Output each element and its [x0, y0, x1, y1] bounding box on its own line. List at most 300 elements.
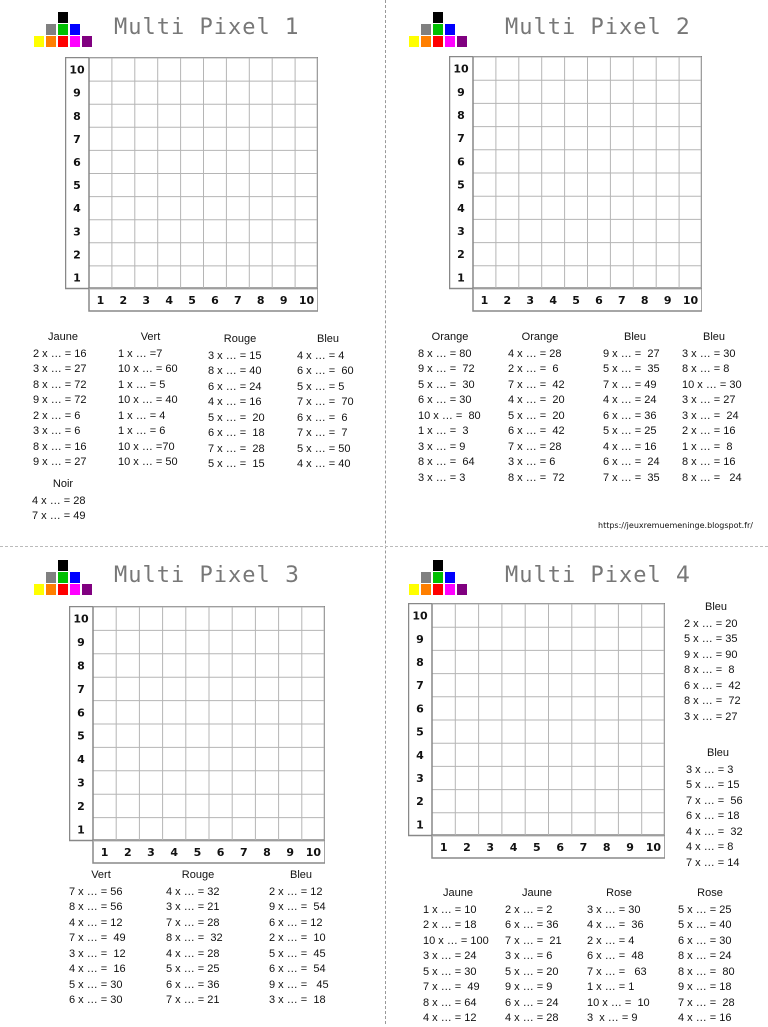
title-number: 2: [675, 15, 691, 40]
x-axis-number: 9: [279, 294, 288, 307]
multiplication-clue: 3 x … = 3: [418, 471, 466, 484]
multiplication-clue: 2 x … = 18: [423, 919, 477, 931]
multiplication-clue: 4 x … = 28: [166, 947, 220, 960]
logo-pixel: [82, 36, 92, 47]
multiplication-clue: 6 x … = 6: [297, 411, 348, 424]
x-axis-number: 6: [595, 294, 603, 307]
x-axis-number: 4: [165, 294, 173, 307]
list-heading: Jaune: [443, 887, 473, 899]
multiplication-clue: 7 x … = 28: [678, 996, 735, 1009]
multiplication-clue: 7 x … = 49: [423, 981, 480, 993]
list-heading: Rose: [697, 887, 723, 899]
multiplication-clue: 4 x … = 8: [686, 841, 734, 853]
logo-pixel: [58, 572, 68, 583]
y-axis-number: 3: [73, 225, 81, 239]
x-axis-number: 9: [663, 294, 672, 307]
multiplication-clue: 10 x … = 30: [682, 378, 742, 391]
multiplication-clue: 6 x … = 24: [208, 380, 262, 393]
multiplication-clue: 8 x … = 24: [682, 471, 742, 484]
multiplication-clue: 3 x … = 27: [33, 363, 87, 375]
y-axis-number: 4: [73, 202, 81, 216]
panel-title: [505, 15, 691, 40]
y-axis-number: 5: [73, 179, 81, 193]
y-axis-number: 2: [77, 799, 85, 813]
multiplication-clue: 5 x … = 20: [208, 411, 265, 424]
pixel-grid: [408, 603, 665, 859]
pixel-logo-icon: [34, 560, 94, 596]
multiplication-clue: 3 x … = 6: [505, 950, 553, 962]
multiplication-clue: 3 x … = 30: [587, 903, 641, 916]
multiplication-clue: 2 x … = 6: [33, 409, 81, 422]
multiplication-clue: 7 x … = 14: [686, 856, 740, 869]
logo-pixel: [46, 36, 56, 47]
multiplication-clue: 6 x … = 24: [603, 456, 660, 468]
multiplication-clue: 3 x … = 27: [682, 394, 736, 406]
multiplication-clue: 10 x … = 60: [118, 363, 178, 375]
multiplication-clue: 8 x … = 64: [423, 996, 477, 1009]
x-axis-number: 5: [193, 846, 202, 859]
list-heading: Bleu: [289, 869, 313, 881]
multiplication-clue: 2 x … = 2: [505, 903, 553, 916]
multiplication-clue: 6 x … = 36: [166, 978, 220, 991]
multiplication-clue: 6 x … = 18: [208, 427, 265, 439]
pixel-grid: [65, 57, 318, 312]
pixel-logo-icon: [409, 12, 469, 48]
multiplication-clue: 8 x … = 72: [33, 378, 87, 391]
logo-pixel: [58, 560, 68, 571]
logo-pixel: [46, 24, 56, 35]
y-axis-number: 3: [457, 225, 465, 238]
logo-pixel: [421, 584, 431, 595]
logo-pixel: [34, 584, 44, 595]
multiplication-clue: 7 x … = 49: [32, 510, 86, 522]
logo-pixel: [82, 584, 92, 595]
panel-title: [505, 563, 691, 588]
multiplication-clue: 3 x … = 18: [269, 994, 326, 1006]
multiplication-clue: 4 x … = 24: [603, 394, 657, 406]
y-axis-number: 7: [77, 682, 85, 696]
multiplication-clue: 7 x … = 28: [208, 442, 265, 455]
multiplication-clue: 3 x … = 15: [208, 349, 262, 362]
logo-pixel: [433, 572, 443, 583]
list-heading: Rose: [606, 887, 632, 899]
y-axis-number: 6: [73, 155, 81, 169]
multiplication-clue: 5 x … = 25: [603, 425, 657, 437]
y-axis-number: 6: [416, 702, 424, 716]
multiplication-clue: 9 x … = 72: [418, 363, 475, 375]
x-axis-number: 2: [123, 846, 132, 859]
color-list-rose: [678, 886, 742, 1027]
x-axis-number: 10: [682, 294, 699, 307]
y-axis-number: 6: [77, 706, 85, 720]
multiplication-clue: 2 x … = 6: [508, 363, 559, 375]
y-axis-number: 9: [73, 86, 81, 100]
pixel-grid: [449, 56, 702, 312]
x-axis-number: 6: [556, 841, 564, 854]
multiplication-clue: 9 x … = 27: [603, 347, 660, 360]
multiplication-clue: 7 x … = 63: [587, 965, 647, 978]
multiplication-clue: 8 x … = 8: [682, 363, 730, 375]
logo-pixel: [433, 24, 443, 35]
multiplication-clue: 1 x … = 10: [423, 903, 477, 916]
color-list-bleu: [603, 330, 667, 486]
multiplication-clue: 10 x … = 80: [418, 409, 481, 422]
multiplication-clue: 7 x … = 56: [69, 885, 123, 898]
logo-pixel: [433, 584, 443, 595]
multiplication-clue: 3 x … = 3: [686, 763, 734, 776]
x-axis-number: 1: [100, 846, 109, 859]
multiplication-clue: 3 x … = 30: [682, 347, 736, 360]
multiplication-clue: 5 x … = 5: [297, 380, 345, 393]
color-list-rouge: [208, 332, 272, 473]
multiplication-clue: 7 x … = 70: [297, 396, 354, 408]
multiplication-clue: 4 x … = 12: [423, 1012, 477, 1024]
multiplication-clue: 6 x … = 42: [684, 679, 741, 692]
multiplication-clue: 6 x … = 48: [587, 950, 644, 962]
multiplication-clue: 4 x … = 20: [508, 394, 565, 406]
logo-pixel: [457, 36, 467, 47]
logo-pixel: [58, 584, 68, 595]
x-axis-number: 10: [298, 294, 315, 307]
y-axis-number: 8: [457, 109, 465, 122]
color-list-rouge: [166, 868, 230, 1009]
logo-pixel: [70, 36, 80, 47]
y-axis-number: 2: [73, 248, 81, 262]
multiplication-clue: 5 x … = 30: [69, 978, 123, 991]
x-axis-number: 7: [618, 294, 626, 307]
y-axis-number: 7: [416, 679, 424, 693]
x-axis-number: 3: [526, 294, 535, 307]
logo-pixel: [433, 12, 443, 23]
x-axis-number: 2: [463, 841, 471, 854]
x-axis-number: 10: [305, 846, 322, 859]
multiplication-clue: 3 x … = 6: [508, 456, 556, 468]
multiplication-clue: 1 x … = 8: [682, 440, 733, 453]
multiplication-clue: 6 x … = 30: [69, 994, 123, 1006]
multiplication-clue: 7 x … = 35: [603, 471, 660, 484]
multiplication-clue: 4 x … = 32: [166, 885, 220, 898]
vertical-cut-line: [385, 0, 386, 1024]
multiplication-clue: 6 x … = 30: [678, 934, 732, 947]
x-axis-number: 2: [503, 294, 512, 307]
logo-pixel: [58, 24, 68, 35]
multiplication-clue: 1 x … = 4: [118, 409, 166, 422]
x-axis-number: 7: [579, 841, 588, 854]
y-axis-number: 10: [69, 63, 85, 77]
multiplication-clue: 4 x … = 16: [678, 1012, 732, 1024]
multiplication-clue: 4 x … = 12: [69, 916, 123, 929]
x-axis-number: 7: [239, 846, 248, 859]
multiplication-clue: 4 x … = 28: [32, 494, 86, 507]
logo-pixel: [445, 572, 455, 583]
multiplication-clue: 8 x … = 56: [69, 901, 123, 913]
pixel-grid: [69, 606, 325, 864]
multiplication-clue: 9 x … = 90: [684, 648, 738, 661]
y-axis-number: 5: [77, 729, 85, 743]
x-axis-number: 8: [256, 294, 265, 307]
x-axis-number: 4: [549, 294, 557, 307]
source-url: https://jeuxremuemeninge.blogspot.fr/: [598, 521, 753, 530]
multiplication-clue: 4 x … = 16: [69, 963, 126, 975]
multiplication-clue: 5 x … = 35: [603, 363, 660, 375]
logo-pixel: [445, 584, 455, 595]
list-heading: Jaune: [48, 331, 78, 343]
multiplication-clue: 7 x … = 56: [686, 794, 743, 807]
color-list-vert: [118, 330, 183, 471]
y-axis-number: 2: [416, 795, 424, 809]
multiplication-clue: 1 x … = 1: [587, 981, 635, 993]
multiplication-clue: 6 x … = 12: [269, 916, 323, 929]
x-axis-number: 8: [602, 841, 611, 854]
panel-title: [114, 15, 300, 40]
multiplication-clue: 5 x … = 25: [678, 903, 732, 916]
logo-pixel: [58, 36, 68, 47]
x-axis-number: 3: [486, 841, 495, 854]
multiplication-clue: 10 x … =70: [118, 440, 175, 453]
multiplication-clue: 5 x … = 20: [508, 409, 565, 422]
multiplication-clue: 10 x … = 50: [118, 456, 178, 468]
title-text: Multi Pixel: [114, 15, 271, 40]
y-axis-number: 7: [73, 132, 81, 146]
panel-title: [114, 563, 300, 588]
title-text: Multi Pixel: [505, 563, 662, 588]
y-axis-number: 10: [73, 612, 89, 626]
list-heading: Bleu: [623, 331, 647, 343]
multiplication-clue: 3 x … = 12: [69, 947, 126, 960]
title-number: 3: [284, 563, 300, 588]
multiplication-clue: 6 x … = 18: [686, 810, 740, 822]
multiplication-clue: 4 x … = 16: [603, 440, 657, 453]
multiplication-clue: 1 x … =7: [118, 347, 163, 360]
y-axis-number: 5: [457, 178, 465, 192]
multiplication-clue: 5 x … = 25: [166, 963, 220, 975]
multiplication-clue: 8 x … = 72: [508, 471, 565, 484]
color-list-bleu: [269, 868, 333, 1009]
multiplication-clue: 2 x … = 12: [269, 885, 323, 898]
multiplication-clue: 7 x … = 49: [603, 378, 657, 391]
multiplication-clue: 9 x … = 9: [505, 981, 553, 993]
multiplication-clue: 2 x … = 16: [682, 425, 736, 437]
logo-pixel: [46, 584, 56, 595]
multiplication-clue: 10 x … = 40: [118, 394, 178, 406]
y-axis-number: 9: [416, 632, 424, 646]
multiplication-clue: 5 x … = 15: [686, 779, 740, 791]
title-text: Multi Pixel: [505, 15, 662, 40]
horizontal-cut-line: [0, 546, 768, 547]
multiplication-clue: 6 x … = 54: [269, 963, 326, 975]
x-axis-number: 1: [96, 294, 105, 307]
y-axis-number: 4: [416, 748, 424, 762]
multiplication-clue: 5 x … = 20: [505, 965, 559, 978]
multiplication-clue: 3 x … = 6: [33, 425, 81, 437]
color-list-bleu: [686, 746, 750, 871]
y-axis-number: 1: [73, 271, 81, 285]
logo-pixel: [46, 572, 56, 583]
multiplication-clue: 7 x … = 7: [297, 427, 348, 439]
y-axis-number: 5: [416, 725, 424, 739]
multiplication-clue: 7 x … = 42: [508, 378, 565, 391]
list-heading: Orange: [521, 331, 559, 343]
multiplication-clue: 7 x … = 49: [69, 932, 126, 944]
logo-pixel: [421, 36, 431, 47]
logo-pixel: [433, 36, 443, 47]
multiplication-clue: 10 x … = 10: [587, 996, 650, 1009]
multiplication-clue: 9 x … = 18: [678, 981, 732, 993]
pixel-logo-icon: [34, 12, 94, 48]
color-list-bleu: [684, 600, 748, 725]
multiplication-clue: 8 x … = 40: [208, 365, 262, 377]
multiplication-clue: 1 x … = 5: [118, 378, 166, 391]
x-axis-number: 1: [480, 294, 489, 307]
list-heading: Vert: [140, 331, 161, 343]
x-axis-number: 9: [286, 846, 295, 859]
multiplication-clue: 5 x … = 45: [269, 947, 326, 960]
list-heading: Rouge: [223, 333, 257, 345]
y-axis-number: 8: [73, 109, 81, 123]
x-axis-number: 5: [533, 841, 541, 854]
multiplication-clue: 8 x … = 16: [33, 440, 87, 453]
multiplication-clue: 3 x … = 9: [587, 1012, 638, 1024]
logo-pixel: [421, 572, 431, 583]
logo-pixel: [70, 24, 80, 35]
y-axis-number: 9: [457, 85, 465, 99]
multiplication-clue: 9 x … = 72: [33, 394, 87, 406]
y-axis-number: 9: [77, 636, 85, 650]
multiplication-clue: 2 x … = 10: [269, 932, 326, 944]
title-number: 1: [284, 15, 300, 40]
multiplication-clue: 7 x … = 21: [166, 994, 220, 1006]
x-axis-number: 8: [263, 846, 271, 859]
multiplication-clue: 5 x … = 30: [423, 965, 477, 978]
multiplication-clue: 4 x … = 40: [297, 458, 351, 470]
list-heading: Noir: [52, 478, 74, 490]
title-text: Multi Pixel: [114, 563, 271, 588]
multiplication-clue: 3 x … = 21: [166, 901, 220, 913]
multiplication-clue: 3 x … = 9: [418, 440, 466, 453]
multiplication-clue: 4 x … = 36: [587, 919, 644, 931]
multiplication-clue: 8 x … = 8: [684, 664, 735, 676]
list-heading: Orange: [431, 331, 469, 343]
multiplication-clue: 2 x … = 16: [33, 347, 87, 360]
multiplication-clue: 6 x … = 36: [603, 409, 657, 422]
title-number: 4: [675, 563, 691, 588]
multiplication-clue: 7 x … = 28: [166, 916, 220, 929]
y-axis-number: 2: [457, 248, 465, 262]
multiplication-clue: 1 x … = 3: [418, 425, 469, 437]
color-list-jaune: [505, 886, 569, 1027]
x-axis-number: 6: [216, 846, 225, 859]
x-axis-number: 5: [572, 294, 580, 307]
logo-pixel: [433, 560, 443, 571]
y-axis-number: 6: [457, 155, 465, 169]
list-heading: Bleu: [704, 601, 728, 613]
y-axis-number: 4: [457, 201, 465, 215]
y-axis-number: 10: [412, 609, 428, 623]
multiplication-clue: 6 x … = 42: [508, 425, 565, 437]
y-axis-number: 3: [77, 776, 85, 790]
multiplication-clue: 4 x … = 28: [505, 1012, 559, 1024]
multiplication-clue: 9 x … = 45: [269, 978, 329, 991]
multiplication-clue: 6 x … = 30: [418, 394, 472, 406]
y-axis-number: 4: [77, 753, 85, 767]
x-axis-number: 3: [142, 294, 151, 307]
multiplication-clue: 6 x … = 36: [505, 919, 559, 931]
x-axis-number: 4: [509, 841, 518, 854]
logo-pixel: [445, 24, 455, 35]
multiplication-clue: 4 x … = 32: [686, 825, 743, 838]
y-axis-number: 1: [457, 271, 465, 285]
multiplication-clue: 7 x … = 28: [508, 440, 562, 453]
color-list-bleu: [297, 332, 359, 473]
list-heading: Rouge: [181, 869, 215, 881]
multiplication-clue: 2 x … = 4: [587, 934, 635, 947]
color-list-orange: [508, 330, 572, 486]
multiplication-clue: 5 x … = 30: [418, 378, 475, 391]
x-axis-number: 8: [640, 294, 649, 307]
logo-pixel: [58, 12, 68, 23]
multiplication-clue: 8 x … = 24: [678, 950, 732, 962]
multiplication-clue: 8 x … = 80: [678, 965, 735, 978]
color-list-vert: [69, 868, 133, 1009]
pixel-logo-icon: [409, 560, 469, 596]
x-axis-number: 9: [626, 841, 634, 854]
x-axis-number: 10: [645, 841, 662, 854]
multiplication-clue: 1 x … = 6: [118, 425, 166, 437]
multiplication-clue: 6 x … = 24: [505, 996, 559, 1009]
logo-pixel: [34, 36, 44, 47]
logo-pixel: [457, 584, 467, 595]
x-axis-number: 4: [170, 846, 179, 859]
logo-pixel: [70, 572, 80, 583]
y-axis-number: 1: [416, 818, 424, 832]
logo-pixel: [70, 584, 80, 595]
list-heading: Jaune: [522, 887, 552, 899]
x-axis-number: 2: [119, 294, 128, 307]
multiplication-clue: 8 x … = 32: [166, 932, 223, 944]
multiplication-clue: 3 x … = 24: [423, 950, 477, 962]
multiplication-clue: 3 x … = 24: [682, 409, 739, 422]
y-axis-number: 8: [416, 656, 424, 669]
logo-pixel: [409, 36, 419, 47]
list-heading: Bleu: [706, 747, 730, 759]
y-axis-number: 8: [77, 659, 85, 673]
multiplication-clue: 8 x … = 80: [418, 347, 472, 360]
multiplication-clue: 8 x … = 72: [684, 695, 741, 707]
multiplication-clue: 9 x … = 27: [33, 456, 87, 468]
x-axis-number: 6: [211, 294, 219, 307]
multiplication-clue: 7 x … = 21: [505, 934, 562, 947]
multiplication-clue: 8 x … = 16: [682, 456, 736, 468]
color-list-bleu: [682, 330, 746, 486]
list-heading: Bleu: [702, 331, 726, 343]
color-list-noir: [32, 477, 94, 525]
color-list-rose: [587, 886, 651, 1027]
multiplication-clue: 2 x … = 20: [684, 617, 738, 630]
y-axis-number: 1: [77, 823, 85, 837]
multiplication-clue: 9 x … = 54: [269, 901, 326, 913]
logo-pixel: [421, 24, 431, 35]
multiplication-clue: 4 x … = 28: [508, 347, 562, 360]
logo-pixel: [445, 36, 455, 47]
multiplication-clue: 4 x … = 16: [208, 396, 262, 408]
multiplication-clue: 5 x … = 35: [684, 633, 738, 645]
list-heading: Vert: [91, 869, 111, 881]
multiplication-clue: 5 x … = 15: [208, 458, 265, 470]
multiplication-clue: 3 x … = 27: [684, 710, 738, 723]
y-axis-number: 10: [453, 62, 469, 76]
logo-pixel: [409, 584, 419, 595]
color-list-orange: [418, 330, 482, 486]
